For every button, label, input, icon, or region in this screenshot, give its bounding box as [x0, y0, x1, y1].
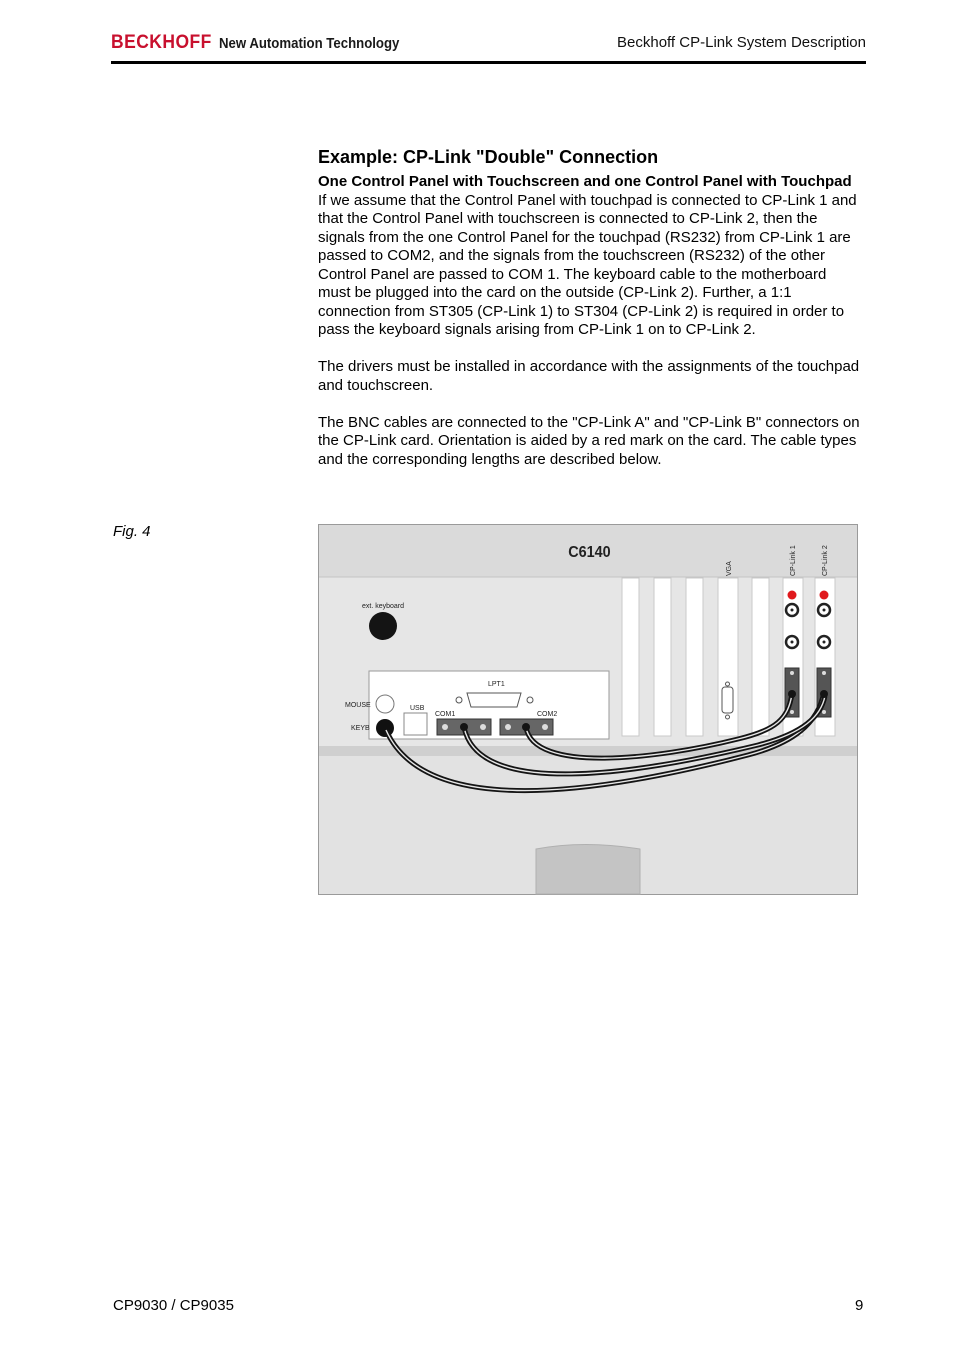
page-header [111, 30, 866, 63]
keyb-port [376, 719, 394, 737]
com2-label: COM2 [537, 711, 558, 718]
mouse-port [376, 695, 394, 713]
c6140-connection-diagram [318, 524, 858, 895]
ext-keyboard-label: ext. keyboard [362, 603, 405, 610]
mouse-label: MOUSE [345, 702, 371, 709]
slot-card [752, 578, 769, 736]
vga-label: VGA [726, 561, 733, 576]
slot-card [622, 578, 639, 736]
lpt1-connector [467, 693, 521, 707]
section-title: Example: CP-Link "Double" Connection [318, 147, 659, 167]
device-label: C6140 [568, 543, 611, 562]
paragraph-bnc-cables: The BNC cables are connected to the "CP-Link A" and "CP-Link B" connectors on the CP-Link card. Orientation is aided by a red mark on the card. The cable types and the corresponding lengths are described below. [318, 413, 860, 468]
beckhoff-logo [111, 32, 424, 56]
paragraph-drivers: The drivers must be installed in accordance with the assignments of the touchpad and touchscreen. [318, 358, 860, 394]
usb-label: USB [410, 705, 425, 712]
footer-product: CP9030 / CP9035 [113, 1297, 234, 1314]
section-subtitle: One Control Panel with Touchscreen and one Control Panel with Touchpad [318, 173, 852, 190]
logo-tagline: New Automation Technology [219, 35, 400, 52]
usb-port [404, 713, 427, 735]
vga-connector [722, 687, 733, 713]
device-foot [536, 845, 640, 895]
red-mark-icon [788, 591, 797, 600]
cplink1-label: CP-Link 1 [790, 545, 797, 576]
paragraph-cplink-assignment: If we assume that the Control Panel with touchpad is connected to CP-Link 1 and that the Control Panel with touchscreen is connected to CP-Link 2, then the signals from the one Control Panel for the touchpad (RS232) from CP-Link 1 are passed to COM2, and the signals from the touchscreen (RS232) of the other Control Panel are passed to COM 1. The keyboard cable to the motherboard must be plugged into the card on the outside (CP-Link 2). Further, a 1:1 connection from ST305 (CP-Link 1) to ST304 (CP-Link 2) is required in order to pass the keyboard signals arising from CP-Link 1 on to CP-Link 2. [318, 191, 857, 338]
lpt1-label: LPT1 [488, 681, 505, 688]
com1-label: COM1 [435, 711, 456, 718]
keyb-label: KEYB [351, 725, 370, 732]
logo-brand: BECKHOFF [111, 32, 212, 53]
figure-caption: Fig. 4 [113, 523, 151, 540]
red-mark-icon [820, 591, 829, 600]
header-rule [111, 61, 866, 64]
ext-keyboard-port [369, 612, 397, 640]
document-title: Beckhoff CP-Link System Description [617, 34, 866, 51]
page-number: 9 [855, 1297, 864, 1314]
main-content [318, 146, 863, 469]
slot-card [654, 578, 671, 736]
cplink2-label: CP-Link 2 [822, 545, 829, 576]
slot-card [686, 578, 703, 736]
